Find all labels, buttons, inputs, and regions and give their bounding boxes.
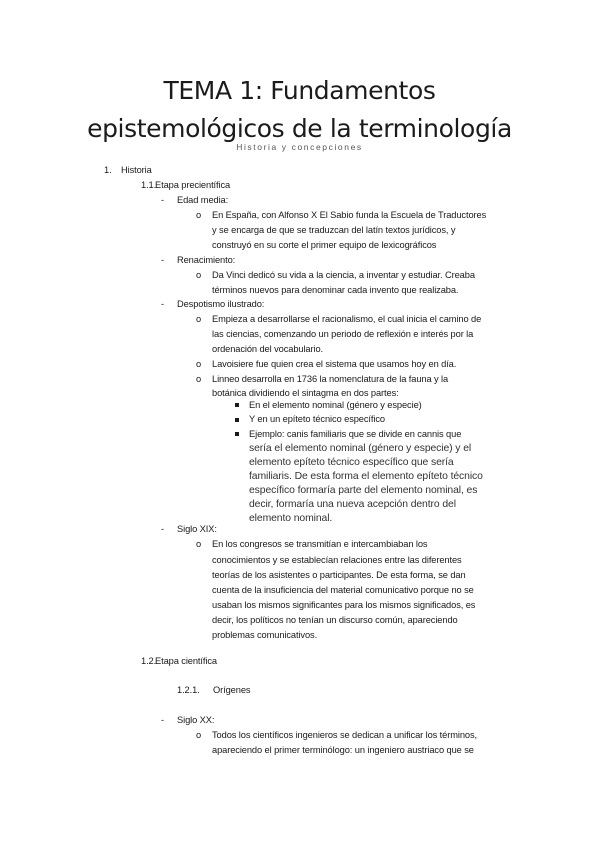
document-title-line-1: TEMA 1: Fundamentos — [163, 76, 436, 105]
paragraph-line: cuenta de la insuficiencia del material comunicativo porque no se — [212, 585, 474, 595]
paragraph-line: En España, con Alfonso X El Sabio funda la Escuela de Traductores — [212, 210, 487, 220]
dash-marker: - — [161, 255, 165, 265]
paragraph-line: decir, los políticos no tenían un discurso común, apareciendo — [212, 615, 458, 625]
document-title-line-2: epistemológicos de la terminología — [87, 114, 512, 143]
section-heading: Historia — [121, 165, 152, 175]
topic-heading: Edad media: — [177, 195, 229, 205]
bullet-line: elemento nominal. — [249, 513, 333, 524]
paragraph-line: teorías de los asistentes o participantes. De esta forma, se dan — [212, 570, 466, 580]
bullet-line: familiaris. De esta forma el elemento epíteto técnico — [249, 471, 483, 482]
subsection-heading: Etapa científica — [155, 656, 217, 666]
square-bullet — [235, 403, 239, 407]
paragraph-line: problemas comunicativos. — [212, 630, 318, 640]
circle-marker: o — [196, 314, 202, 324]
bullet-line: Y en un epíteto técnico específico — [249, 414, 385, 424]
dash-marker: - — [161, 195, 165, 205]
section-number: 1. — [104, 165, 112, 175]
dash-marker: - — [161, 524, 165, 534]
bullet-line: específico formaría parte del elemento nominal, es — [249, 485, 478, 496]
circle-marker: o — [196, 359, 202, 369]
topic-heading: Despotismo ilustrado: — [177, 299, 265, 309]
circle-marker: o — [196, 730, 202, 740]
topic-heading: Siglo XX: — [177, 715, 215, 725]
circle-marker: o — [196, 210, 202, 220]
subsubsection-number: 1.2.1. — [177, 685, 200, 695]
paragraph-line: y se encarga de que se traduzcan del latín textos jurídicos, y — [212, 225, 456, 235]
circle-marker: o — [196, 374, 202, 384]
paragraph-line: En los congresos se transmitían e intercambiaban los — [212, 539, 428, 549]
bullet-line: sería el elemento nominal (género y especie) y el — [249, 443, 472, 454]
square-bullet — [235, 418, 239, 422]
circle-marker: o — [196, 270, 202, 280]
dash-marker: - — [161, 715, 165, 725]
topic-heading: Siglo XIX: — [177, 524, 217, 534]
paragraph-line: conocimientos y se establecían relaciones entre las diferentes — [212, 555, 462, 565]
bullet-line: En el elemento nominal (género y especie) — [249, 400, 422, 410]
paragraph-line: apareciendo el primer terminólogo: un ingeniero austriaco que se — [212, 745, 474, 755]
paragraph-line: Lavoisiere fue quien crea el sistema que usamos hoy en día. — [212, 359, 457, 369]
bullet-line: elemento epíteto técnico específico que sería — [249, 457, 454, 468]
subsection-number: 1.2. — [141, 656, 157, 666]
subsubsection-heading: Orígenes — [213, 685, 251, 695]
paragraph-line: ordenación del vocabulario. — [212, 344, 324, 354]
subsection-number: 1.1. — [141, 180, 157, 190]
paragraph-line: construyó en su corte el primer equipo de lexicográficos — [212, 240, 437, 250]
paragraph-line: Empieza a desarrollarse el racionalismo, el cual inicia el camino de — [212, 314, 482, 324]
square-bullet — [235, 432, 239, 436]
topic-heading: Renacimiento: — [177, 255, 236, 265]
paragraph-line: Da Vinci dedicó su vida a la ciencia, a inventar y estudiar. Creaba — [212, 270, 475, 280]
paragraph-line: usaban los mismos significantes para los mismos significados, es — [212, 600, 476, 610]
paragraph-line: Todos los científicos ingenieros se dedican a unificar los términos, — [212, 730, 478, 740]
paragraph-line: términos nuevos para denominar cada invento que realizaba. — [212, 285, 459, 295]
circle-marker: o — [196, 539, 202, 549]
subsection-heading: Etapa precientífica — [155, 180, 231, 190]
bullet-line: Ejemplo: canis familiaris que se divide en cannis que — [249, 429, 462, 439]
paragraph-line: botánica dividiendo el sintagma en dos partes: — [212, 388, 399, 398]
bullet-line: decir, formaría una nueva acepción dentro del — [249, 499, 456, 510]
document-subtitle: Historia y concepciones — [236, 142, 363, 152]
paragraph-line: las ciencias, comenzando un periodo de reflexión e interés por la — [212, 329, 474, 339]
paragraph-line: Linneo desarrolla en 1736 la nomenclatura de la fauna y la — [212, 374, 449, 384]
dash-marker: - — [161, 299, 165, 309]
